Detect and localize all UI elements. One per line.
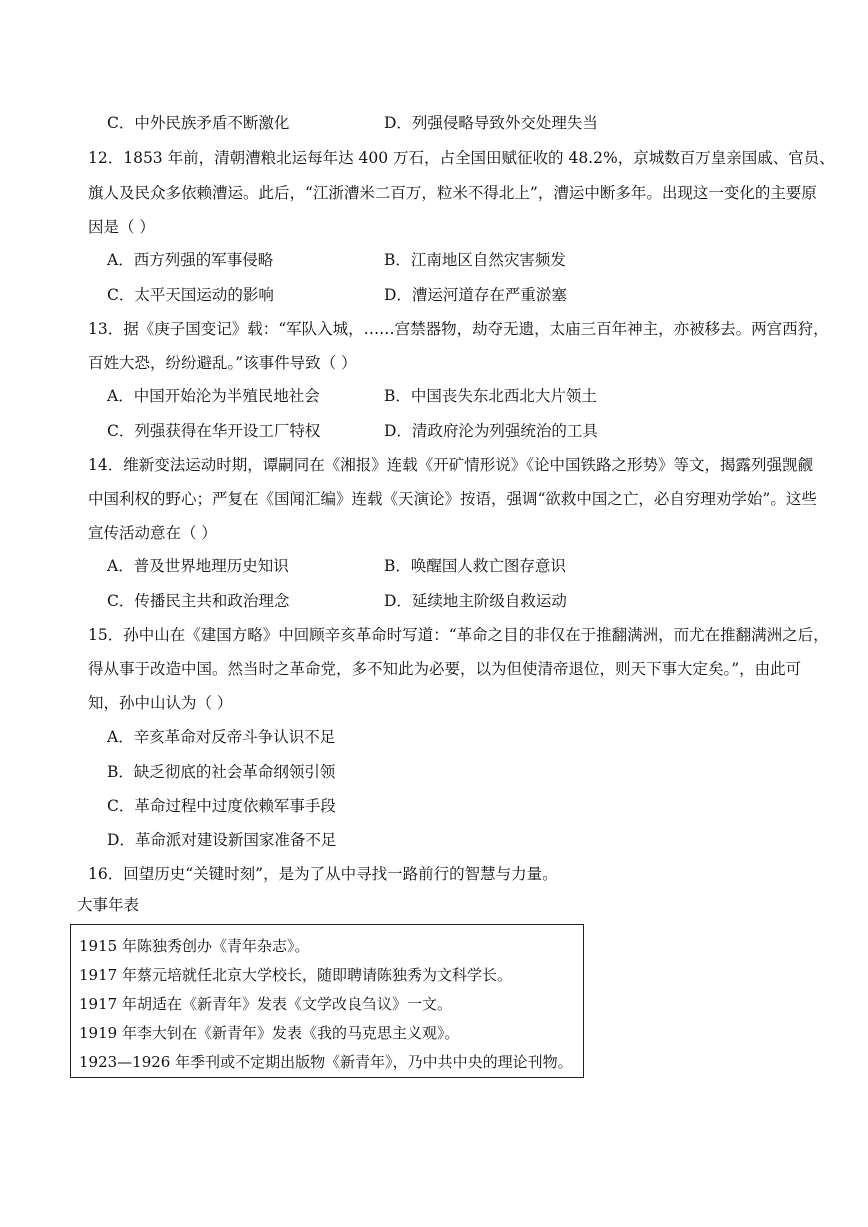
- chronology-event: 1923—1926 年季刊或不定期出版物《新青年》，乃中共中央的理论刊物。: [79, 1053, 573, 1071]
- q12-stem-line2: 旗人及民众多依赖漕运。此后，“江浙漕米二百万，粒米不得北上”，漕运中断多年。出现这一变化的主要原: [88, 184, 817, 202]
- q14-option-b: B．唤醒国人救亡图存意识: [384, 557, 566, 575]
- q14-option-a: A．普及世界地理历史知识: [107, 557, 289, 575]
- chronology-event: 1919 年李大钊在《新青年》发表《我的马克思主义观》。: [79, 1024, 460, 1042]
- q12-option-c: C．太平天国运动的影响: [107, 286, 274, 304]
- q15-option-b: B．缺乏彻底的社会革命纲领引领: [107, 763, 336, 781]
- q14-option-c: C．传播民主共和政治理念: [107, 592, 290, 610]
- q14-stem-line1: 14．维新变法运动时期，谭嗣同在《湘报》连载《开矿情形说》《论中国铁路之形势》等文，揭露列强觊觎: [88, 456, 813, 474]
- chronology-box: [70, 924, 584, 1078]
- q12-stem-line1: 12．1853 年前，清朝漕粮北运每年达 400 万石，占全国田赋征收的 48.2%，京城数百万皇亲国戚、官员、: [88, 149, 835, 167]
- q13-option-c: C．列强获得在华开设工厂特权: [107, 422, 321, 440]
- q13-stem-line2: 百姓大恐，纷纷避乱。”该事件导致（ ）: [88, 354, 357, 372]
- q14-stem-line3: 宣传活动意在（ ）: [88, 524, 217, 542]
- q13-stem-line1: 13．据《庚子国变记》载：“军队入城，……宫禁器物，劫夺无遗，太庙三百年神主，亦被移去。两宫西狩，: [88, 320, 829, 338]
- q15-stem-line2: 得从事于改造中国。然当时之革命党，多不知此为必要，以为但使清帝退位，则天下事大定矣。”，由此可: [88, 660, 802, 678]
- q15-option-d: D．革命派对建设新国家准备不足: [107, 831, 337, 849]
- chronology-event: 1917 年胡适在《新青年》发表《文学改良刍议》一文。: [79, 995, 452, 1013]
- chronology-event: 1915 年陈独秀创办《青年杂志》。: [79, 937, 310, 955]
- q11-option-c: C．中外民族矛盾不断激化: [107, 114, 290, 132]
- q11-option-d: D．列强侵略导致外交处理失当: [384, 114, 598, 132]
- q12-option-d: D．漕运河道存在严重淤塞: [384, 286, 567, 304]
- q13-option-d: D．清政府沦为列强统治的工具: [384, 422, 598, 440]
- q13-option-b: B．中国丧失东北西北大片领土: [384, 387, 597, 405]
- q12-option-b: B．江南地区自然灾害频发: [384, 251, 566, 269]
- q13-option-a: A．中国开始沦为半殖民地社会: [107, 387, 320, 405]
- q16-stem-line1: 16．回望历史“关键时刻”，是为了从中寻找一路前行的智慧与力量。: [88, 865, 558, 883]
- q15-stem-line1: 15．孙中山在《建国方略》中回顾辛亥革命时写道：“革命之目的非仅在于推翻满洲，而尤在推翻满洲之后，: [88, 626, 829, 644]
- q15-option-c: C．革命过程中过度依赖军事手段: [107, 797, 336, 815]
- q14-option-d: D．延续地主阶级自救运动: [384, 592, 567, 610]
- chronology-title: 大事年表: [77, 896, 140, 914]
- q15-option-a: A．辛亥革命对反帝斗争认识不足: [107, 728, 336, 746]
- q12-stem-line3: 因是（ ）: [88, 218, 155, 236]
- q14-stem-line2: 中国利权的野心；严复在《国闻汇编》连载《天演论》按语，强调“欲救中国之亡，必自穷理劝学始”。这些: [88, 490, 817, 508]
- q12-option-a: A．西方列强的军事侵略: [107, 251, 274, 269]
- q15-stem-line3: 知，孙中山认为（ ）: [88, 694, 233, 712]
- chronology-event: 1917 年蔡元培就任北京大学校长，随即聘请陈独秀为文科学长。: [79, 966, 512, 984]
